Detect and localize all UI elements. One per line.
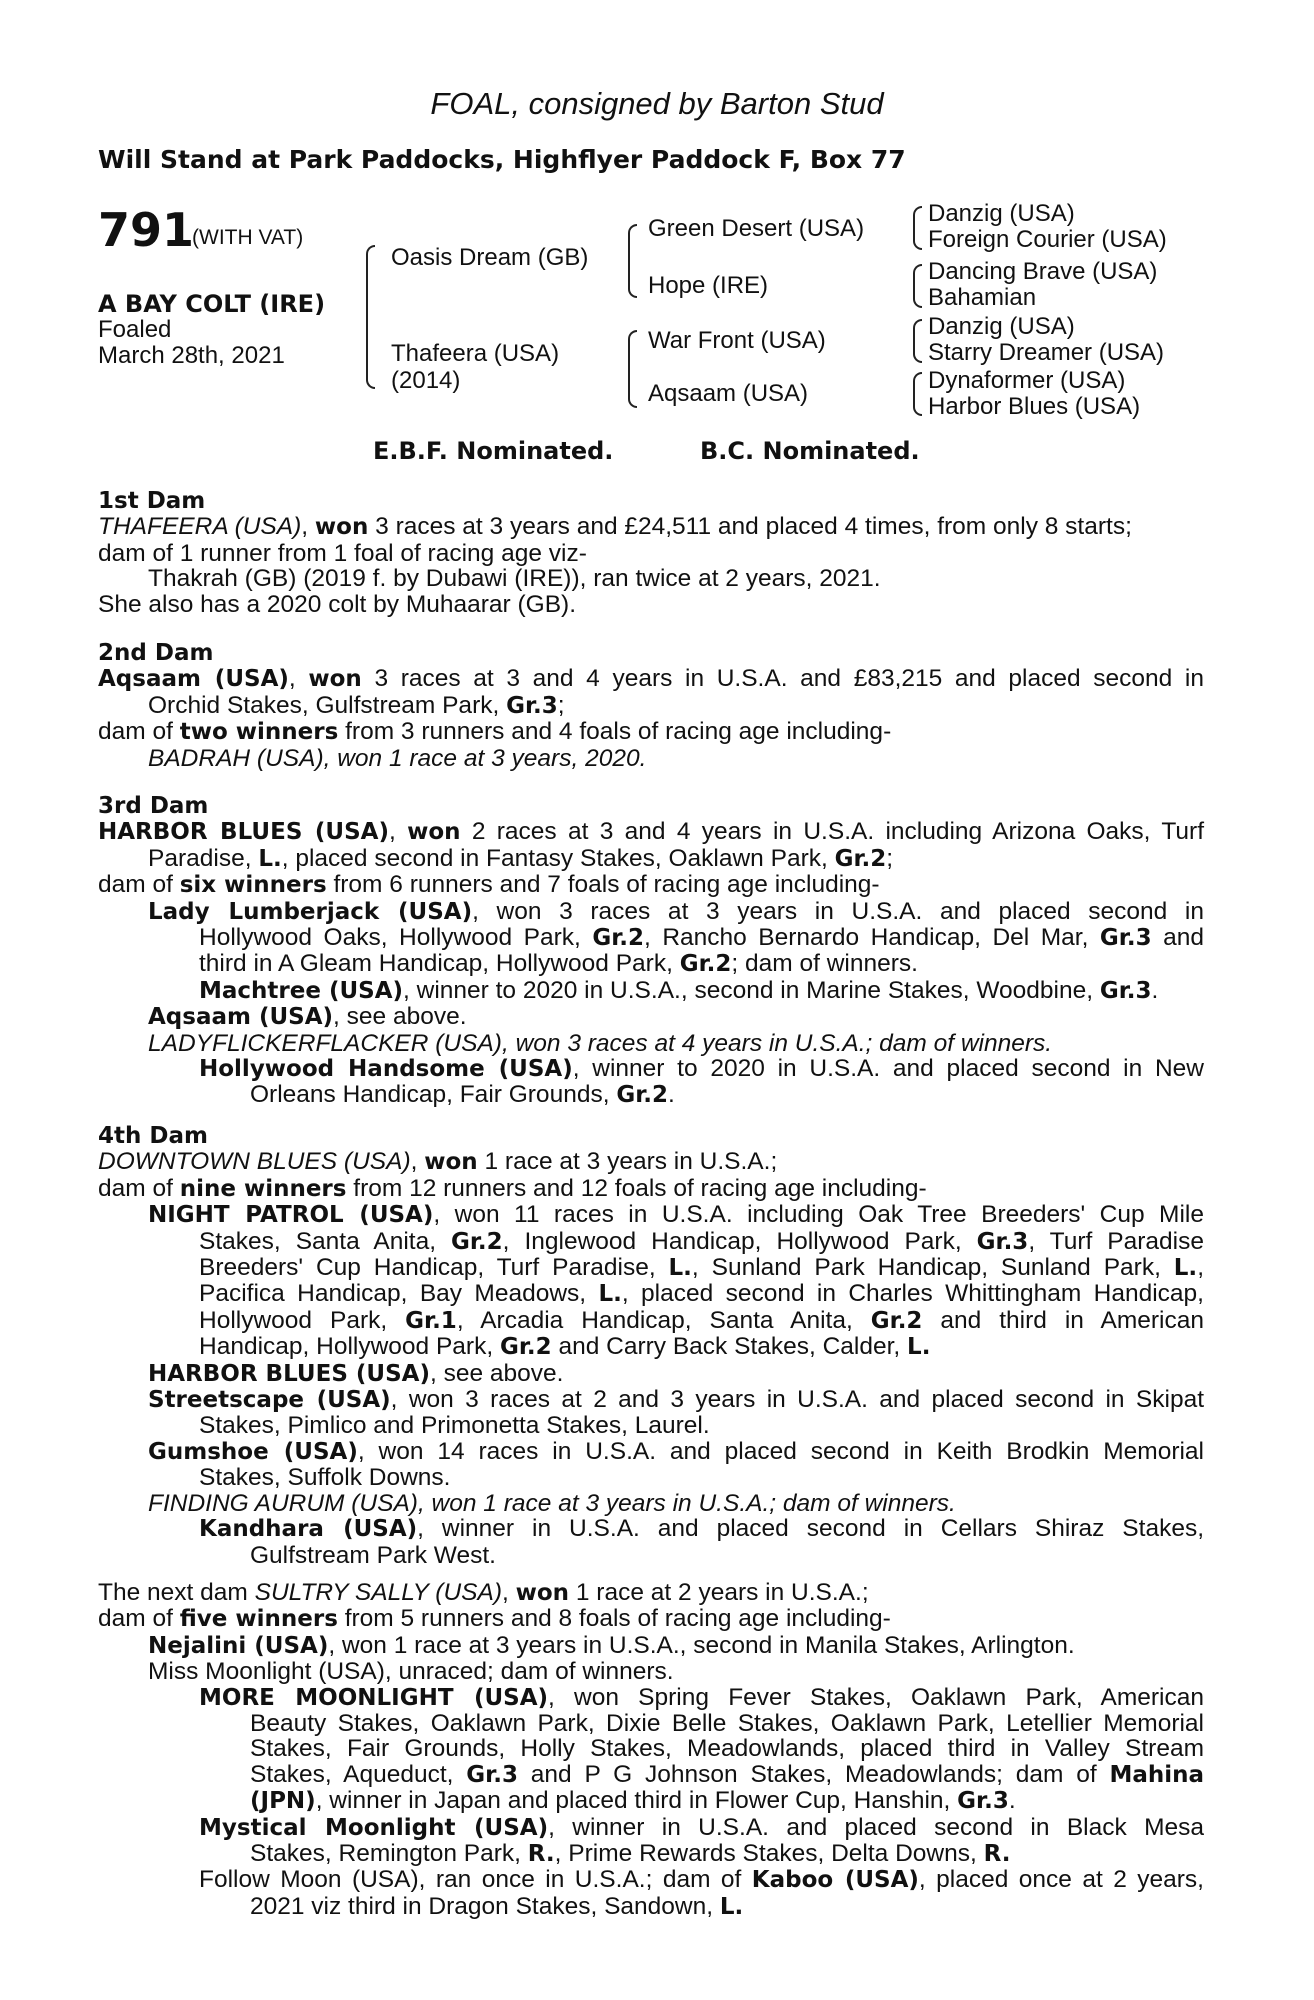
won-label: won	[314, 514, 369, 541]
lot-number: 791	[98, 203, 195, 257]
grade-label: Gr.2	[834, 845, 887, 872]
dam-name: Aqsaam (USA)	[98, 666, 289, 693]
pedigree-sire-dam: Hope (IRE)	[648, 272, 769, 299]
dam-name: DOWNTOWN BLUES (USA)	[98, 1148, 411, 1176]
won-label: won	[515, 1580, 570, 1606]
second-dam-section	[98, 640, 1204, 771]
grade-label: L.	[598, 1281, 622, 1308]
text-run: Paradise,	[148, 844, 259, 872]
next-dam-section	[98, 1580, 1204, 1920]
pedigree-gen3-1: Danzig (USA)	[928, 200, 1075, 227]
grade-label: Gr.2	[499, 1334, 552, 1361]
horse-name: NIGHT PATROL (USA)	[148, 1202, 434, 1229]
winners-count: five winners	[179, 1606, 338, 1633]
horse-name: Aqsaam (USA)	[148, 1004, 334, 1031]
text-run: 3 races at 3 and 4 years in U.S.A. and £83,215 and placed second in	[361, 665, 1204, 693]
grade-label: R.	[527, 1841, 555, 1868]
text-run: ,	[288, 665, 309, 693]
pedigree-gen3-3: Dancing Brave (USA)	[928, 258, 1158, 285]
grade-label: Gr.2	[616, 1082, 668, 1109]
pedigree-dam-dam: Aqsaam (USA)	[648, 380, 809, 407]
horse-name: MORE MOONLIGHT (USA)	[199, 1684, 549, 1711]
horse-name: Lady Lumberjack (USA)	[148, 898, 473, 925]
winners-count: two winners	[179, 719, 339, 746]
pedigree-brace-sire	[628, 224, 637, 298]
text-run: Stakes, Santa Anita,	[199, 1227, 451, 1255]
horse-name: Nejalini (USA)	[148, 1632, 329, 1659]
text-run: 3 races at 3 years and £24,511 and placed 4 times, from only 8 starts;	[368, 513, 1132, 541]
grade-label: L.	[258, 845, 282, 872]
text-run: , see above.	[333, 1003, 467, 1031]
produce-entry: BADRAH (USA), won 1 race at 3 years, 2020.	[148, 744, 647, 772]
text-run: from 3 runners and 4 foals of racing age including-	[338, 718, 892, 746]
pedigree-dam-sire: War Front (USA)	[648, 327, 826, 354]
produce-entry: FINDING AURUM (USA), won 1 race at 3 years in U.S.A.; dam of winners.	[148, 1489, 956, 1517]
pedigree-gen3-2: Foreign Courier (USA)	[928, 226, 1167, 253]
text-run: and P G Johnson Stakes, Meadowlands; dam of	[517, 1760, 1110, 1788]
produce-entry: LADYFLICKERFLACKER (USA), won 3 races at 4 years in U.S.A.; dam of winners.	[148, 1029, 1053, 1057]
third-dam-section	[98, 793, 1204, 1109]
pedigree-sire: Oasis Dream (GB)	[391, 244, 589, 271]
horse-name: (JPN)	[250, 1788, 316, 1815]
text-run: and	[1151, 924, 1204, 952]
text-run: , placed second in Charles Whittingham Handicap,	[621, 1280, 1204, 1308]
text-line: Stakes, Pimlico and Primonetta Stakes, Laurel.	[199, 1412, 710, 1440]
text-run: Hollywood Oaks, Hollywood Park,	[199, 924, 593, 952]
text-run: , won 1 race at 3 years in U.S.A., second in Manila Stakes, Arlington.	[328, 1631, 1075, 1659]
text-run: Handicap, Hollywood Park,	[199, 1333, 500, 1361]
text-run: , winner in U.S.A. and placed second in Black Mesa	[548, 1813, 1205, 1841]
pedigree-gen3-6: Starry Dreamer (USA)	[928, 339, 1165, 366]
text-run: 1 race at 3 years in U.S.A.;	[477, 1148, 778, 1176]
won-label: won	[308, 666, 362, 693]
text-run: , placed once at 2 years,	[918, 1866, 1204, 1894]
text-run: Follow Moon (USA), ran once in U.S.A.; dam of	[199, 1866, 752, 1894]
horse-name: Mahina	[1109, 1761, 1204, 1788]
grade-label: Gr.2	[450, 1228, 503, 1255]
text-run: ,	[1197, 1254, 1204, 1282]
text-run: Stakes, Remington Park,	[250, 1840, 528, 1868]
text-run: The next dam	[98, 1579, 255, 1606]
lot-name: A BAY COLT (IRE)	[98, 290, 326, 318]
grade-label: Gr.2	[679, 951, 732, 978]
text-run: ; dam of winners.	[731, 950, 918, 978]
text-run: third in A Gleam Handicap, Hollywood Park,	[199, 950, 680, 978]
text-run: from 12 runners and 12 foals of racing age including-	[346, 1174, 927, 1202]
grade-label: L.	[668, 1255, 692, 1282]
horse-name: Kaboo (USA)	[751, 1867, 919, 1894]
grade-label: Gr.2	[592, 925, 644, 952]
won-label: won	[424, 1149, 478, 1176]
grade-label: L.	[719, 1893, 744, 1920]
text-run: .	[1151, 976, 1159, 1004]
text-run: , winner to 2020 in U.S.A. and placed second in New	[572, 1055, 1204, 1083]
text-run: Orleans Handicap, Fair Grounds,	[250, 1081, 617, 1109]
grade-label: Gr.1	[405, 1307, 457, 1334]
text-line: Beauty Stakes, Oaklawn Park, Dixie Belle Stakes, Oaklawn Park, Letellier Memorial	[250, 1710, 1204, 1738]
horse-name: Mystical Moonlight (USA)	[199, 1814, 549, 1841]
text-run: ,	[410, 1148, 425, 1176]
grade-label: Gr.3	[1099, 977, 1152, 1004]
text-run: , winner in Japan and placed third in Flower Cup, Hanshin,	[315, 1787, 958, 1815]
horse-name: Gumshoe (USA)	[148, 1438, 358, 1465]
text-run: , Inglewood Handicap, Hollywood Park,	[502, 1227, 977, 1255]
pedigree-gen3-8: Harbor Blues (USA)	[928, 393, 1141, 420]
text-line: Stakes, Fair Grounds, Holly Stakes, Meadowlands, placed third in Valley Stream	[250, 1735, 1204, 1763]
grade-label: R.	[983, 1841, 1011, 1868]
text-run: .	[668, 1081, 675, 1109]
pedigree-brace-g1	[913, 206, 922, 250]
winners-count: nine winners	[179, 1175, 347, 1202]
fourth-dam-heading: 4th Dam	[98, 1123, 208, 1149]
pedigree-brace-main	[366, 245, 375, 389]
foaled-date: March 28th, 2021	[98, 342, 285, 369]
text-run: , won 14 races in U.S.A. and placed second in Keith Brodkin Memorial	[357, 1437, 1204, 1465]
text-line: dam of 1 runner from 1 foal of racing age viz-	[98, 539, 587, 567]
text-line: Gulfstream Park West.	[250, 1541, 496, 1569]
text-run: , Prime Rewards Stakes, Delta Downs,	[554, 1840, 984, 1868]
text-run: Hollywood Park,	[199, 1306, 406, 1334]
pedigree-brace-g4	[913, 372, 922, 416]
text-run: , won 3 races at 2 and 3 years in U.S.A. and placed second in Skipat	[390, 1386, 1204, 1414]
produce-entry: Miss Moonlight (USA), unraced; dam of winners.	[148, 1658, 674, 1686]
text-run: Pacifica Handicap, Bay Meadows,	[199, 1280, 599, 1308]
text-run: , Rancho Bernardo Handicap, Del Mar,	[644, 924, 1100, 952]
text-run: , Arcadia Handicap, Santa Anita,	[456, 1306, 871, 1334]
horse-name: Kandhara (USA)	[199, 1516, 418, 1543]
text-run: , winner in U.S.A. and placed second in Cellars Shiraz Stakes,	[417, 1515, 1204, 1543]
pedigree-dam-year: (2014)	[391, 367, 461, 394]
text-run: dam of	[98, 871, 180, 899]
text-run: , won Spring Fever Stakes, Oaklawn Park, American	[548, 1683, 1204, 1711]
text-run: and third in American	[922, 1306, 1204, 1334]
bc-nomination: B.C. Nominated.	[700, 437, 920, 465]
text-run: Orchid Stakes, Gulfstream Park,	[148, 691, 507, 719]
dam-name: SULTRY SALLY (USA)	[254, 1579, 502, 1606]
text-run: Breeders' Cup Handicap, Turf Paradise,	[199, 1254, 669, 1282]
winners-count: six winners	[179, 872, 327, 899]
first-dam-section	[98, 488, 1204, 617]
second-dam-heading: 2nd Dam	[98, 640, 214, 666]
text-run: 2 races at 3 and 4 years in U.S.A. including Arizona Oaks, Turf	[460, 818, 1204, 846]
text-run: dam of	[98, 1174, 180, 1202]
horse-name: Hollywood Handsome (USA)	[199, 1056, 573, 1083]
stand-location: Will Stand at Park Paddocks, Highflyer Paddock F, Box 77	[98, 145, 906, 174]
fourth-dam-section	[98, 1123, 1204, 1568]
text-run: ;	[557, 691, 565, 719]
ebf-nomination: E.B.F. Nominated.	[373, 437, 614, 465]
text-run: , see above.	[429, 1359, 564, 1387]
grade-label: Gr.3	[506, 692, 558, 719]
pedigree-gen3-4: Bahamian	[928, 284, 1037, 311]
won-label: won	[407, 819, 461, 846]
third-dam-heading: 3rd Dam	[98, 793, 209, 819]
foaled-label: Foaled	[98, 316, 172, 343]
text-run: , won 11 races in U.S.A. including Oak Tree Breeders' Cup Mile	[433, 1201, 1204, 1229]
text-run: , placed second in Fantasy Stakes, Oaklawn Park,	[281, 844, 835, 872]
text-run: 1 race at 2 years in U.S.A.;	[569, 1579, 869, 1606]
text-run: ,	[301, 513, 315, 541]
text-line: She also has a 2020 colt by Muhaarar (GB).	[98, 590, 577, 618]
grade-label: L.	[907, 1334, 931, 1361]
text-run: from 5 runners and 8 foals of racing age including-	[337, 1605, 891, 1633]
horse-name: Streetscape (USA)	[148, 1387, 391, 1414]
text-run: , won 3 races at 3 years in U.S.A. and placed second in	[472, 897, 1204, 925]
vat-note: (WITH VAT)	[192, 226, 304, 249]
pedigree-dam: Thafeera (USA)	[391, 340, 560, 367]
grade-label: Gr.3	[976, 1228, 1029, 1255]
text-run: .	[1008, 1787, 1016, 1815]
pedigree-brace-g2	[913, 264, 922, 308]
pedigree-sire-sire: Green Desert (USA)	[648, 215, 865, 242]
pedigree-brace-dam	[628, 330, 637, 408]
horse-name: HARBOR BLUES (USA)	[148, 1360, 430, 1387]
grade-label: Gr.3	[1099, 925, 1152, 952]
text-line: Stakes, Suffolk Downs.	[199, 1464, 451, 1492]
text-run: ,	[388, 818, 408, 846]
text-run: , Turf Paradise	[1028, 1227, 1204, 1255]
text-run: 2021 viz third in Dragon Stakes, Sandown,	[250, 1892, 720, 1920]
dam-name: THAFEERA (USA)	[98, 513, 302, 541]
text-run: from 6 runners and 7 foals of racing age including-	[326, 871, 880, 899]
text-run: ;	[886, 844, 894, 872]
catalogue-header: FOAL, consigned by Barton Stud	[430, 86, 884, 121]
produce-entry: Thakrah (GB) (2019 f. by Dubawi (IRE)), ran twice at 2 years, 2021.	[148, 565, 881, 593]
first-dam-heading: 1st Dam	[98, 488, 206, 514]
dam-name: HARBOR BLUES (USA)	[98, 819, 389, 846]
text-run: , Sunland Park Handicap, Sunland Park,	[691, 1254, 1174, 1282]
grade-label: Gr.3	[957, 1788, 1009, 1815]
text-run: dam of	[98, 718, 180, 746]
text-run: ,	[502, 1579, 516, 1606]
text-run: and Carry Back Stakes, Calder,	[551, 1333, 908, 1361]
pedigree-gen3-5: Danzig (USA)	[928, 313, 1075, 340]
grade-label: Gr.3	[466, 1761, 518, 1788]
grade-label: L.	[1173, 1255, 1198, 1282]
text-run: Stakes, Aqueduct,	[250, 1760, 467, 1788]
text-run: , winner to 2020 in U.S.A., second in Marine Stakes, Woodbine,	[403, 976, 1100, 1004]
pedigree-brace-g3	[913, 319, 922, 363]
grade-label: Gr.2	[870, 1307, 923, 1334]
text-run: dam of	[98, 1605, 180, 1633]
horse-name: Machtree (USA)	[199, 977, 404, 1004]
pedigree-gen3-7: Dynaformer (USA)	[928, 367, 1126, 394]
